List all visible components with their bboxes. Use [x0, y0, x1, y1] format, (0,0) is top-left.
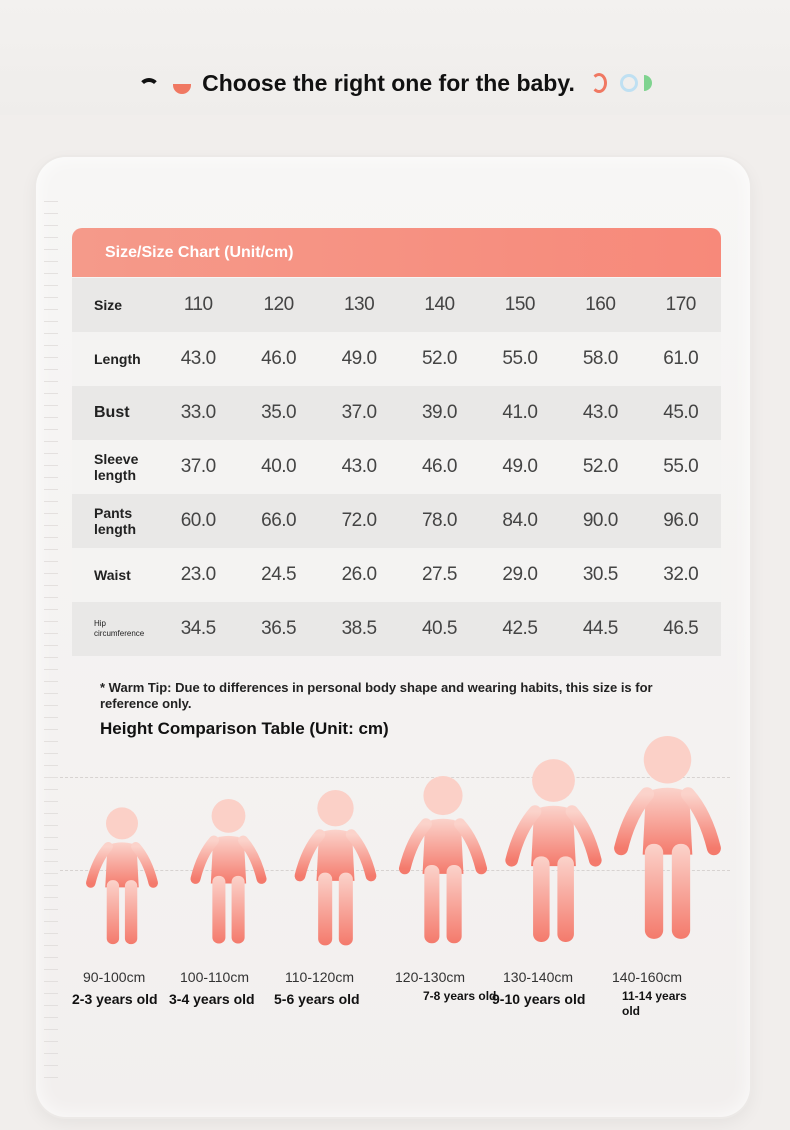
height-range-label: 110-120cm — [285, 969, 355, 985]
row-label: Pants length — [72, 494, 158, 548]
child-figure-icon — [500, 759, 607, 944]
table-cell: 130 — [319, 278, 399, 332]
table-row — [72, 332, 721, 386]
table-row — [72, 494, 721, 548]
table-cell: 44.5 — [560, 602, 640, 656]
table-cell: 96.0 — [641, 494, 721, 548]
age-label: 9-10 years old — [492, 991, 586, 1007]
row-label: Hip circumference — [72, 602, 158, 656]
row-label: Sleeve length — [72, 440, 158, 494]
age-label: 3-4 years old — [169, 991, 255, 1007]
table-cell: 43.0 — [319, 440, 399, 494]
child-figure-icon — [394, 776, 492, 945]
table-cell: 43.0 — [158, 332, 238, 386]
row-label: Size — [72, 278, 158, 332]
height-range-label: 120-130cm — [395, 969, 466, 985]
table-cell: 37.0 — [319, 386, 399, 440]
headline-bar — [0, 66, 790, 100]
table-cell: 35.0 — [238, 386, 318, 440]
row-label: Length — [72, 332, 158, 386]
warm-tip: * Warm Tip: Due to differences in personal body shape and wearing habits, this size is for reference only. — [100, 680, 653, 711]
table-row — [72, 278, 721, 332]
table-cell: 32.0 — [641, 548, 721, 602]
age-label: 11-14 years old — [622, 989, 687, 1018]
table-cell: 72.0 — [319, 494, 399, 548]
table-cell: 37.0 — [158, 440, 238, 494]
table-cell: 78.0 — [399, 494, 479, 548]
age-label: 7-8 years old — [423, 989, 497, 1003]
table-cell: 33.0 — [158, 386, 238, 440]
table-cell: 38.5 — [319, 602, 399, 656]
table-cell: 110 — [158, 278, 238, 332]
table-row — [72, 440, 721, 494]
table-cell: 160 — [560, 278, 640, 332]
c-shape-decoration-icon — [591, 73, 607, 93]
table-cell: 41.0 — [480, 386, 560, 440]
height-range-label: 100-110cm — [180, 969, 250, 985]
child-figure-icon — [82, 807, 162, 946]
table-cell: 45.0 — [641, 386, 721, 440]
table-cell: 52.0 — [560, 440, 640, 494]
table-cell: 40.0 — [238, 440, 318, 494]
table-cell: 55.0 — [641, 440, 721, 494]
age-label: 2-3 years old — [72, 991, 158, 1007]
table-cell: 46.5 — [641, 602, 721, 656]
table-cell: 30.5 — [560, 548, 640, 602]
child-figure-icon — [290, 790, 381, 947]
height-range-label: 130-140cm — [503, 969, 574, 985]
table-cell: 29.0 — [480, 548, 560, 602]
height-range-label: 90-100cm — [83, 969, 146, 985]
row-label: Bust — [72, 386, 158, 440]
table-row — [72, 548, 721, 602]
table-cell: 39.0 — [399, 386, 479, 440]
ruler-decoration — [44, 190, 58, 1080]
ring-decoration-icon — [620, 74, 638, 92]
table-cell: 84.0 — [480, 494, 560, 548]
age-label: 5-6 years old — [274, 991, 360, 1007]
size-table — [72, 278, 721, 656]
table-cell: 52.0 — [399, 332, 479, 386]
table-cell: 27.5 — [399, 548, 479, 602]
table-cell: 36.5 — [238, 602, 318, 656]
half-moon-decoration-icon — [644, 75, 652, 91]
table-cell: 140 — [399, 278, 479, 332]
table-row — [72, 602, 721, 656]
table-cell: 61.0 — [641, 332, 721, 386]
height-range-label: 140-160cm — [612, 969, 683, 985]
row-label: Waist — [72, 548, 158, 602]
table-cell: 42.5 — [480, 602, 560, 656]
table-row — [72, 386, 721, 440]
table-cell: 49.0 — [480, 440, 560, 494]
headline-title: Choose the right one for the baby. — [202, 69, 575, 96]
height-comparison-title: Height Comparison Table (Unit: cm) — [100, 719, 389, 738]
table-cell: 120 — [238, 278, 318, 332]
table-cell: 46.0 — [238, 332, 318, 386]
table-cell: 170 — [641, 278, 721, 332]
table-cell: 150 — [480, 278, 560, 332]
table-cell: 43.0 — [560, 386, 640, 440]
arc-decoration-icon — [138, 78, 160, 100]
table-cell: 58.0 — [560, 332, 640, 386]
table-cell: 24.5 — [238, 548, 318, 602]
table-cell: 34.5 — [158, 602, 238, 656]
table-cell: 40.5 — [399, 602, 479, 656]
table-cell: 55.0 — [480, 332, 560, 386]
table-cell: 90.0 — [560, 494, 640, 548]
size-chart-header: Size/Size Chart (Unit/cm) — [72, 228, 721, 277]
child-figure-icon — [608, 736, 727, 941]
table-cell: 23.0 — [158, 548, 238, 602]
table-cell: 60.0 — [158, 494, 238, 548]
table-cell: 46.0 — [399, 440, 479, 494]
half-circle-decoration-icon — [173, 84, 191, 94]
table-cell: 26.0 — [319, 548, 399, 602]
child-figure-icon — [186, 799, 271, 945]
table-cell: 49.0 — [319, 332, 399, 386]
table-cell: 66.0 — [238, 494, 318, 548]
